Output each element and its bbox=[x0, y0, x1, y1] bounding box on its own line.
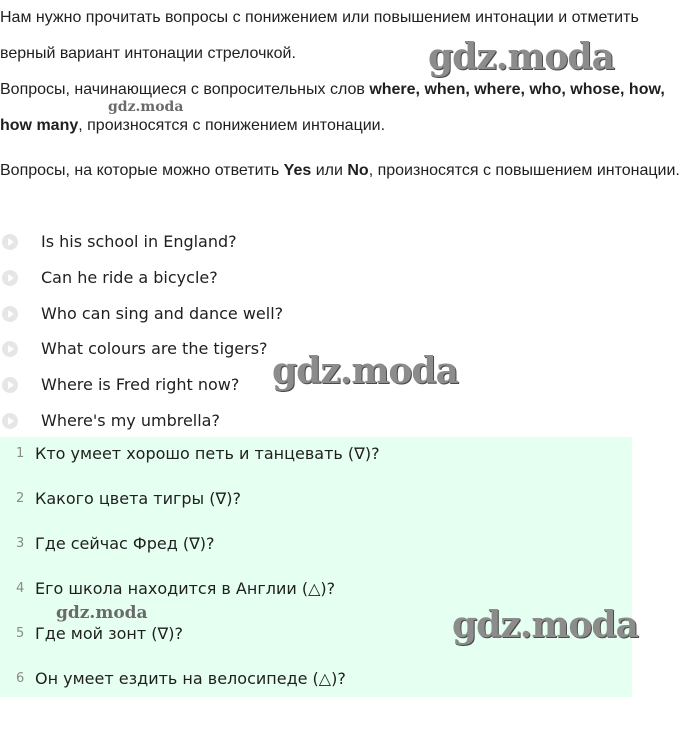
question-text: Where's my umbrella? bbox=[41, 410, 220, 430]
rule-falling-prefix: Вопросы, начинающиеся с вопросительных слов bbox=[0, 81, 370, 98]
play-icon[interactable] bbox=[2, 306, 18, 322]
answer-number: 4 bbox=[16, 581, 25, 596]
answer-text: Его школа находится в Англии (△)? bbox=[35, 579, 336, 598]
answer-text: Кто умеет хорошо петь и танцевать (∇)? bbox=[35, 444, 380, 463]
rule-rising-no: No bbox=[347, 162, 369, 179]
rule-rising-or: или bbox=[311, 162, 348, 179]
answer-number: 1 bbox=[16, 446, 25, 461]
intro-text: Нам нужно прочитать вопросы с понижением или повышением интонации и отметить верный вариант интонации стрелочкой. bbox=[0, 9, 639, 62]
answer-number: 2 bbox=[16, 491, 25, 506]
watermark: gdz.moda bbox=[108, 99, 184, 115]
play-icon[interactable] bbox=[2, 377, 18, 393]
answer-row bbox=[0, 621, 632, 651]
answer-block bbox=[0, 437, 632, 697]
question-item bbox=[0, 260, 680, 296]
rule-rising-suffix: , произносятся с повышением интонации. bbox=[368, 162, 680, 179]
watermark: gdz.moda bbox=[452, 604, 638, 646]
question-text: What colours are the tigers? bbox=[41, 339, 268, 359]
answer-number: 5 bbox=[16, 626, 25, 641]
question-text: Who can sing and dance well? bbox=[41, 303, 284, 323]
watermark: gdz.moda bbox=[428, 36, 614, 78]
rule-rising-paragraph bbox=[0, 153, 680, 189]
rule-falling-suffix: , произносятся с понижением интонации. bbox=[78, 117, 386, 134]
answer-number: 6 bbox=[16, 671, 25, 686]
question-item bbox=[0, 224, 680, 260]
answer-row bbox=[0, 666, 632, 696]
watermark: gdz.moda bbox=[272, 350, 458, 392]
rule-rising-yes: Yes bbox=[283, 162, 312, 179]
question-item bbox=[0, 367, 680, 403]
question-item bbox=[0, 296, 680, 332]
watermark: gdz.moda bbox=[56, 603, 148, 623]
answer-text: Где сейчас Фред (∇)? bbox=[35, 534, 215, 553]
answer-row bbox=[0, 486, 632, 516]
rule-falling-paragraph bbox=[0, 72, 680, 144]
play-icon[interactable] bbox=[2, 413, 18, 429]
answer-number: 3 bbox=[16, 536, 25, 551]
question-item bbox=[0, 403, 680, 439]
question-list bbox=[0, 224, 680, 439]
rule-falling-words: where, when, where, who, whose, how, how many bbox=[0, 81, 665, 134]
answer-text: Какого цвета тигры (∇)? bbox=[35, 489, 241, 508]
play-icon[interactable] bbox=[2, 341, 18, 357]
question-text: Is his school in England? bbox=[41, 232, 237, 251]
answer-text: Он умеет ездить на велосипеде (△)? bbox=[35, 669, 346, 688]
rule-rising-prefix: Вопросы, на которые можно ответить bbox=[0, 162, 284, 179]
question-text: Can he ride a bicycle? bbox=[41, 267, 218, 287]
play-icon[interactable] bbox=[2, 270, 18, 286]
question-item bbox=[0, 331, 680, 367]
answer-row bbox=[0, 441, 632, 471]
play-icon[interactable] bbox=[2, 234, 18, 250]
answer-row bbox=[0, 576, 632, 606]
answer-row bbox=[0, 531, 632, 561]
intro-paragraph bbox=[0, 0, 680, 72]
question-text: Where is Fred right now? bbox=[41, 375, 240, 395]
answer-text: Где мой зонт (∇)? bbox=[35, 624, 183, 643]
